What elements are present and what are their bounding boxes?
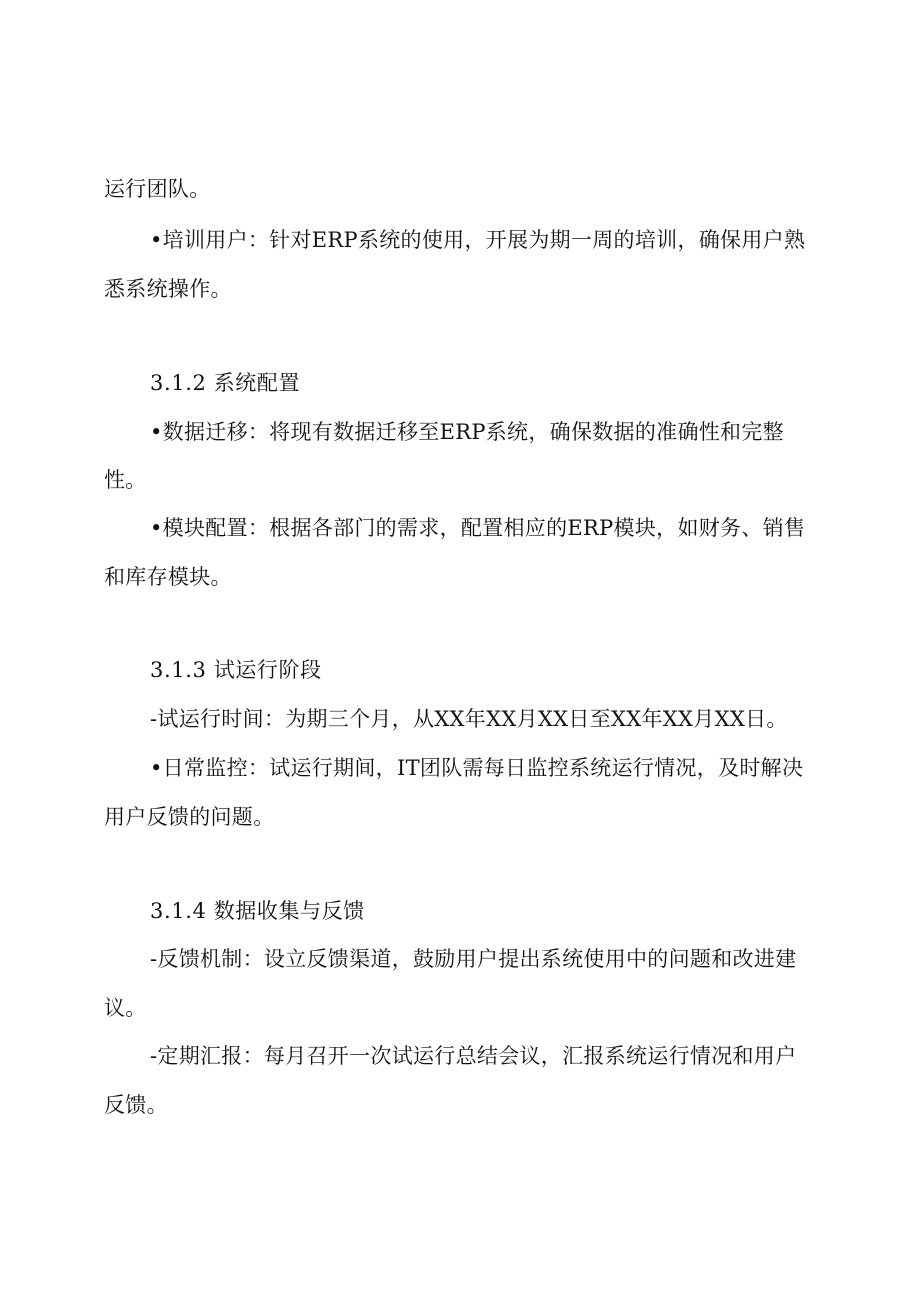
item-feedback-mechanism: -反馈机制：设立反馈渠道，鼓励用户提出系统使用中的问题和改进建: [150, 947, 797, 971]
bullet-data-migration-cont: 性。: [104, 468, 147, 492]
item-trial-period: -试运行时间：为期三个月，从XX年XX月XX日至XX年XX月XX日。: [150, 707, 788, 731]
bullet-training-users-cont: 悉系统操作。: [104, 277, 232, 301]
bullet-daily-monitoring-cont: 用户反馈的问题。: [104, 805, 275, 829]
item-regular-report: -定期汇报：每月召开一次试运行总结会议，汇报系统运行情况和用户: [150, 1044, 797, 1068]
item-feedback-mechanism-cont: 议。: [104, 996, 147, 1020]
bullet-module-config-cont: 和库存模块。: [104, 565, 232, 589]
bullet-module-config: •模块配置：根据各部门的需求，配置相应的ERP模块，如财务、销售: [150, 516, 806, 540]
section-heading-3-1-4: 3.1.4 数据收集与反馈: [150, 899, 365, 923]
section-heading-3-1-3: 3.1.3 试运行阶段: [150, 658, 322, 682]
bullet-data-migration: •数据迁移：将现有数据迁移至ERP系统，确保数据的准确性和完整: [150, 420, 784, 444]
paragraph-continuation: 运行团队。: [104, 177, 211, 201]
bullet-daily-monitoring: •日常监控：试运行期间，IT团队需每日监控系统运行情况，及时解决: [150, 756, 804, 780]
item-regular-report-cont: 反馈。: [104, 1093, 168, 1117]
section-heading-3-1-2: 3.1.2 系统配置: [150, 371, 301, 395]
bullet-training-users: •培训用户：针对ERP系统的使用，开展为期一周的培训，确保用户熟: [150, 228, 806, 252]
